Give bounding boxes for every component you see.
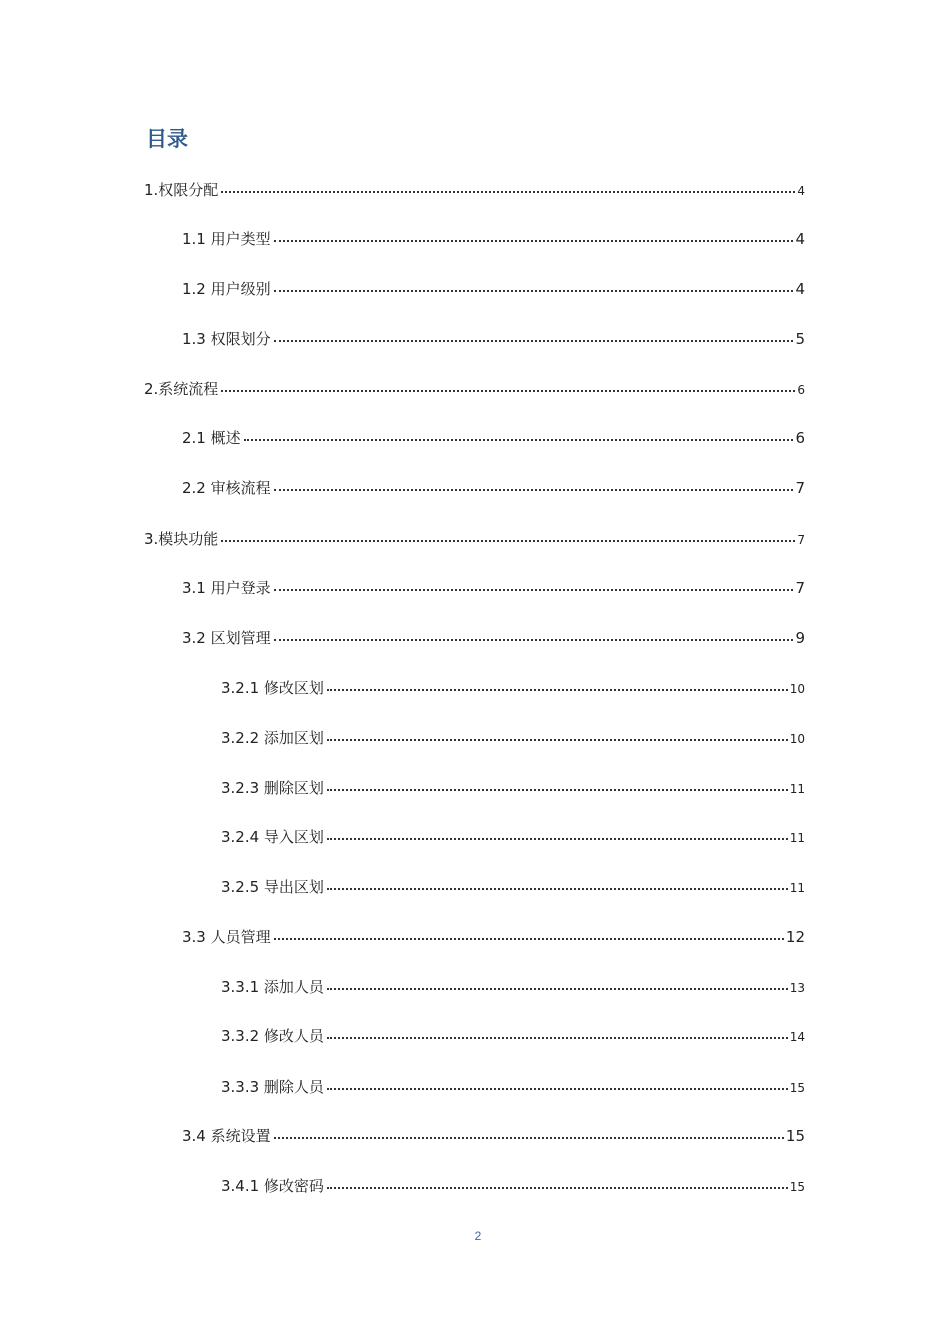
- toc-entry[interactable]: [221, 825, 805, 849]
- toc-leader-dots: [274, 340, 794, 342]
- toc-leader-dots: [327, 1037, 788, 1039]
- toc-entry-page: 11: [789, 881, 805, 895]
- toc-leader-dots: [327, 689, 788, 691]
- toc-entry-page: 4: [795, 230, 805, 248]
- toc-entry-page: 7: [797, 533, 805, 547]
- toc-leader-dots: [221, 191, 795, 193]
- toc-entry[interactable]: [182, 426, 805, 450]
- toc-entry-label: 3.2 区划管理: [182, 626, 274, 650]
- toc-leader-dots: [274, 489, 794, 491]
- toc-entry-page: 11: [789, 831, 805, 845]
- toc-entry-page: 7: [795, 579, 805, 597]
- toc-entry[interactable]: [144, 377, 805, 401]
- toc-entry-label: 3.2.5 导出区划: [221, 875, 327, 899]
- toc-entry-page: 13: [789, 981, 805, 995]
- toc-entry[interactable]: [221, 1174, 805, 1198]
- toc-entry[interactable]: [221, 1024, 805, 1048]
- toc-entry[interactable]: [221, 676, 805, 700]
- toc-entry[interactable]: [221, 776, 805, 800]
- toc-leader-dots: [327, 1187, 788, 1189]
- toc-entry-page: 15: [789, 1180, 805, 1194]
- toc-entry-label: 1.2 用户级别: [182, 277, 274, 301]
- toc-entry-label: 3.2.1 修改区划: [221, 676, 327, 700]
- toc-leader-dots: [244, 439, 794, 441]
- toc-leader-dots: [327, 838, 788, 840]
- toc-entry-label: 3.2.4 导入区划: [221, 825, 327, 849]
- toc-entry-label: 3.3.3 删除人员: [221, 1075, 327, 1099]
- toc-entry[interactable]: [182, 1124, 805, 1148]
- toc-entry-label: 3.3 人员管理: [182, 925, 274, 949]
- toc-entry[interactable]: [182, 227, 805, 251]
- toc-entry[interactable]: [221, 975, 805, 999]
- toc-entry-label: 3.2.2 添加区划: [221, 726, 327, 750]
- toc-entry-label: 1.1 用户类型: [182, 227, 274, 251]
- toc-leader-dots: [327, 739, 788, 741]
- toc-leader-dots: [274, 290, 794, 292]
- toc-leader-dots: [327, 888, 788, 890]
- toc-entry-page: 5: [795, 330, 805, 348]
- toc-entry[interactable]: [182, 626, 805, 650]
- toc-leader-dots: [274, 240, 794, 242]
- toc-entry[interactable]: [182, 277, 805, 301]
- toc-leader-dots: [274, 589, 794, 591]
- toc-entry-page: 7: [795, 479, 805, 497]
- toc-entry-page: 14: [789, 1030, 805, 1044]
- toc-leader-dots: [327, 1088, 788, 1090]
- toc-entry[interactable]: [221, 1075, 805, 1099]
- toc-entry-label: 2.系统流程: [144, 377, 221, 401]
- toc-entry-page: 11: [789, 782, 805, 796]
- toc-entry-label: 2.2 审核流程: [182, 476, 274, 500]
- toc-leader-dots: [274, 639, 794, 641]
- toc-entry[interactable]: [221, 875, 805, 899]
- toc-entry-page: 6: [797, 383, 805, 397]
- toc-title: 目录: [146, 127, 188, 151]
- toc-entry[interactable]: [182, 925, 805, 949]
- toc-entry-page: 10: [789, 682, 805, 696]
- toc-leader-dots: [221, 390, 795, 392]
- toc-entry-page: 12: [785, 928, 805, 946]
- toc-entry[interactable]: [221, 726, 805, 750]
- toc-entry-label: 2.1 概述: [182, 426, 244, 450]
- toc-entry-page: 4: [795, 280, 805, 298]
- toc-entry[interactable]: [144, 527, 805, 551]
- toc-entry-label: 1.3 权限划分: [182, 327, 274, 351]
- toc-leader-dots: [274, 938, 784, 940]
- toc-entry-page: 9: [795, 629, 805, 647]
- toc-entry[interactable]: [182, 576, 805, 600]
- toc-entry-label: 3.3.1 添加人员: [221, 975, 327, 999]
- toc-entry[interactable]: [144, 178, 805, 202]
- toc-leader-dots: [274, 1137, 784, 1139]
- toc-leader-dots: [221, 540, 795, 542]
- toc-entry-page: 15: [789, 1081, 805, 1095]
- toc-entry-page: 4: [797, 184, 805, 198]
- toc-entry-label: 3.4 系统设置: [182, 1124, 274, 1148]
- toc-entry-page: 10: [789, 732, 805, 746]
- toc-entry-label: 3.2.3 删除区划: [221, 776, 327, 800]
- footer-page-number: 2: [474, 1229, 482, 1243]
- toc-entry-page: 6: [795, 429, 805, 447]
- toc-entry-label: 1.权限分配: [144, 178, 221, 202]
- toc-entry-label: 3.3.2 修改人员: [221, 1024, 327, 1048]
- toc-entry-label: 3.4.1 修改密码: [221, 1174, 327, 1198]
- toc-leader-dots: [327, 988, 788, 990]
- toc-entry[interactable]: [182, 476, 805, 500]
- toc-entry-label: 3.1 用户登录: [182, 576, 274, 600]
- toc-entry[interactable]: [182, 327, 805, 351]
- toc-entry-page: 15: [785, 1127, 805, 1145]
- toc-entry-label: 3.模块功能: [144, 527, 221, 551]
- toc-leader-dots: [327, 789, 788, 791]
